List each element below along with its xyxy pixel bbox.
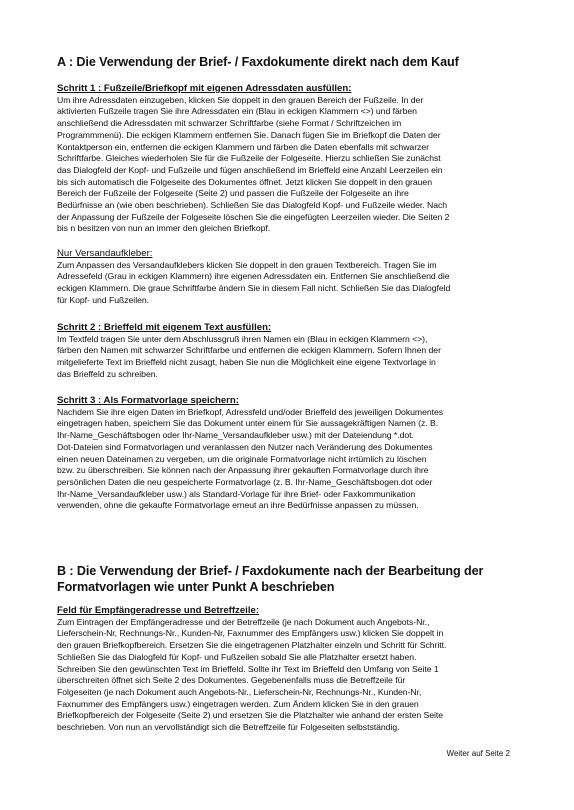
versandaufkleber-title: Nur Versandaufkleber:	[57, 248, 153, 259]
text-line: anschließend die Adressdaten mit schwarzer Schriftfarbe (siehe Format / Schriftzeichen im	[57, 118, 402, 129]
text-line: Nachdem Sie ihre eigen Daten im Briefkopf, Adressfeld und/oder Brieffeld des jeweiligen Dokumentes	[57, 406, 444, 417]
step-2-block	[57, 322, 523, 381]
text-line: persönlichen Daten die neu gespeicherte Formatvorlage (z. B. Ihr-Name_Geschäftsbogen.dot oder	[57, 476, 433, 487]
text-line: Im Textfeld tragen Sie unter dem Abschlussgruß ihren Namen ein (Blau in eckigen Klammern <>),	[57, 333, 428, 344]
text-line: Kontaktperson ein, entfernen die eckigen Klammern und färben die Daten ebenfalls mit schwarzer	[57, 141, 429, 152]
text-line: Schriftfarbe. Gleiches wiederholen Sie für die Fußzeile der Folgeseite. Hierzu schließen Sie zunächst	[57, 153, 441, 164]
text-line: Um ihre Adressdaten einzugeben, klicken Sie doppelt in den grauen Bereich der Fußzeile. In der	[57, 94, 424, 105]
text-line: aktivierten Fußzeile tragen Sie ihre Adressdaten ein (Blau in eckigen Klammern <>) und färben	[57, 106, 417, 117]
text-line: den grauen Briefkopfbereich. Ersetzen Sie die eingetragenen Platzhalter einzeln und Schritt für Schritt.	[57, 640, 447, 651]
section-a-heading: A : Die Verwendung der Brief- / Faxdokumente direkt nach dem Kauf	[57, 55, 459, 69]
page-footer-note: Weiter auf Seite 2	[446, 749, 510, 758]
text-line: Programmmenü). Die eckigen Klammern entfernen Sie. Danach fügen Sie im Briefkopf die Daten der	[57, 129, 441, 140]
text-line: eingetragen haben, speichern Sie das Dokument unter einem für Sie aussagekräftigen Namen (z. B.	[57, 418, 439, 429]
text-line: Faxnummer des Empfängers usw.) eingetragen werden. Zum Ändern klicken Sie in den grauen	[57, 698, 419, 709]
section-b-heading-line-1: B : Die Verwendung der Brief- / Faxdokumente nach der Bearbeitung der	[57, 564, 484, 578]
text-line: Folgeseiten (je nach Dokument auch Angebots-Nr., Lieferschein-Nr, Rechnungs-Nr., Kunden-Nr,	[57, 686, 422, 697]
text-line: Bedürfnisse an (wie oben beschrieben). Schließen Sie das Dialogfeld Kopf- und Fußzeile wieder. Nach	[57, 200, 448, 211]
text-line: Lieferschein-Nr, Rechnungs-Nr., Kunden-Nr, Faxnummer des Empfängers usw.) klicken Sie doppelt in	[57, 628, 444, 639]
text-line: Briefkopfbereich der Folgeseite (Seite 2) und ersetzen Sie die Platzhalter wie anhand der ersten Seite	[57, 710, 444, 721]
step-2-title: Schritt 2 : Brieffeld mit eigenem Text ausfüllen:	[57, 322, 272, 333]
text-line: bis n besitzen von nun an immer den gleichen Briefkopf.	[57, 223, 271, 234]
section-b-heading	[57, 563, 527, 595]
text-line: Ihr-Name_Versandaufkleber usw.) als Standard-Vorlage für ihre Brief- oder Faxkommunikation	[57, 488, 416, 499]
step-3-title: Schritt 3 : Als Formatvorlage speichern:	[57, 395, 239, 406]
text-line: Bereich der Fußzeile der Folgeseite (Seite 2) und passen die Fußzeile der Folgeseite an ihre	[57, 188, 409, 199]
text-line: Zum Anpassen des Versandaufklebers klicken Sie doppelt in den grauen Textbereich. Tragen Sie im	[57, 259, 437, 270]
step-1-block	[57, 83, 523, 235]
text-line: das Brieffeld zu schreiben.	[57, 368, 158, 379]
text-line: beschrieben. Von nun an vervollständigt sich die Betreffzeile für Folgeseiten selbstständig.	[57, 722, 400, 733]
text-line: bzw. zu überschreiben. Sie können nach der Anpassung ihrer gekauften Formatvorlage durch ihre	[57, 465, 429, 476]
text-line: Ihr-Name_Geschäftsbogen oder Ihr-Name_Versandaufkleber usw.) mit der Dateiendung *.dot.	[57, 430, 414, 441]
step-1-title: Schritt 1 : Fußzeile/Briefkopf mit eigenen Adressdaten ausfüllen:	[57, 83, 352, 94]
text-line: das Dialogfeld der Kopf- und Fußzeile und fügen anschließend im Brieffeld eine Anzahl Leerzeilen ein	[57, 164, 443, 175]
text-line: der Anpassung der Fußzeile der Folgeseite löschen Sie die eingefügten Leerzeilen wieder. Die Seiten 2	[57, 211, 450, 222]
step-3-block	[57, 395, 523, 512]
text-line: Schreiben Sie den gewünschten Text im Brieffeld. Sollte ihr Text im Brieffeld den Umfang von Seite 1	[57, 663, 439, 674]
text-line: Adressefeld (Grau in eckigen Klammern) ihre eigenen Adressdaten ein. Entfernen Sie anschließend die	[57, 271, 450, 282]
empfaenger-block	[57, 605, 523, 734]
text-line: überschreiten öffnet sich Seite 2 des Dokumentes. Gegebenenfalls muss die Betreffzeile für	[57, 675, 406, 686]
text-line: Schließen Sie das Dialogfeld für Kopf- und Fußzeilen sobald Sie alle Platzhalter ersetzt haben.	[57, 651, 417, 662]
text-line: bis sich automatisch die Folgeseite des Dokumentes öffnet. Jetzt klicken Sie doppelt in den grauen	[57, 176, 432, 187]
empfaenger-title: Feld für Empfängeradresse und Betreffzeile:	[57, 605, 260, 616]
text-line: für Kopf- und Fußzeilen.	[57, 294, 149, 305]
text-line: Dot-Dateien sind Formatvorlagen und veranlassen den Nutzer nach Veränderung des Dokumentes	[57, 441, 433, 452]
text-line: eckigen Klammern. Die graue Schriftfarbe ändern Sie in diesem Fall nicht. Schließen Sie das Dialogfeld	[57, 283, 451, 294]
text-line: Zum Eintragen der Empfängeradresse und der Betreffzeile (je nach Dokument auch Angebots-Nr.,	[57, 616, 430, 627]
text-line: mitgelieferte Text im Brieffeld nicht zusagt, haben Sie nun die Möglichkeit eine eigene Textvorlage in	[57, 357, 436, 368]
section-b-heading-line-2: Formatvorlagen wie unter Punkt A beschrieben	[57, 580, 335, 594]
versandaufkleber-block	[57, 248, 523, 307]
text-line: färben den Namen mit schwarzer Schriftfarbe und entfernen die eckigen Klammern. Sofern Ihnen der	[57, 345, 441, 356]
text-line: einen neuen Dateinamen zu vergeben, um die originale Formatvorlage nicht irrtümlich zu löschen	[57, 453, 427, 464]
text-line: verwenden, ohne die gekaufte Formatvorlage erneut an ihre Bedürfnisse anpassen zu müssen.	[57, 500, 419, 511]
